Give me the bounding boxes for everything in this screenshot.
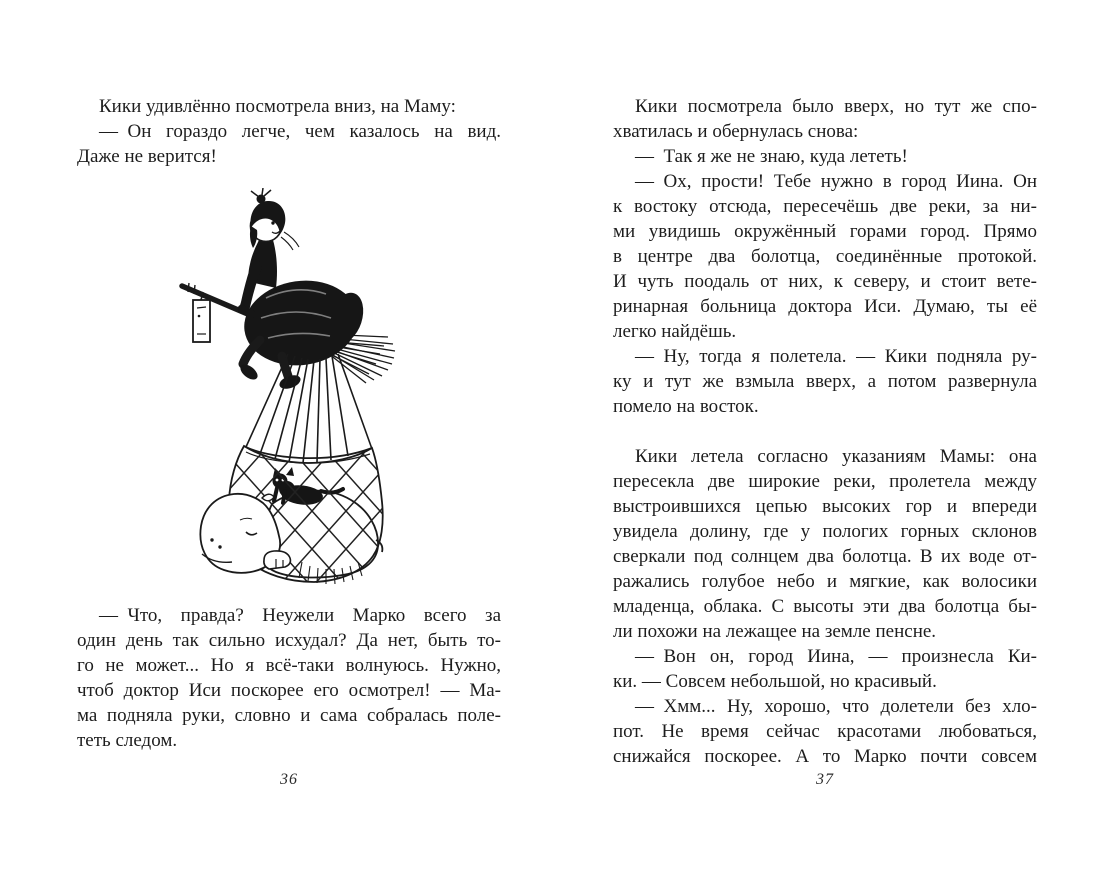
hippo-nostril [218,545,221,548]
text-line: ки. — Совсем небольшой, но красивый. [613,671,937,692]
text-line: один день так сильно исхудал? Да нет, быть то- [77,630,501,651]
text-line: — Хмм... Ну, хорошо, что долетели без хло- [635,696,1037,717]
text-line: Кики летела согласно указаниям Мамы: она [635,446,1037,467]
text-line: Кики удивлённо посмотрела вниз, на Маму: [99,96,456,117]
book-illustration [176,188,398,590]
paragraph [613,169,1037,344]
text-line: — Что, правда? Неужели Марко всего за [99,605,501,626]
text-line: теть следом. [77,730,178,751]
text-line: ражались голубое небо и мягкие, как волосики [613,571,1037,592]
text-line: к востоку отсюда, пересечёшь две реки, за ни- [613,196,1037,217]
text-line: младенца, облака. С высоты эти два болотца бы- [613,596,1037,617]
text-line: ма подняла руки, словно и сама собралась поле- [77,705,501,726]
text-line: — Ох, прости! Тебе нужно в город Иина. Он [635,171,1037,192]
text-line: — Так я же не знаю, куда лететь! [635,146,908,167]
paragraph [613,144,1037,169]
paragraph [77,119,501,169]
right-page-text [613,94,1037,769]
radio-icon [193,300,210,342]
text-line: го не может... Но я всё-таки волнуюсь. Нужно, [77,655,501,676]
paragraph [613,694,1037,769]
eye [271,221,274,224]
paragraph [613,344,1037,419]
paragraph [77,94,501,119]
hand [238,305,247,314]
net-ropes [246,354,372,463]
text-line: сверкали под солнцем два болотца. В их воде от- [613,546,1037,567]
text-line: помело на восток. [613,396,759,417]
text-line: увидела долину, где у пологих горных склонов [613,521,1037,542]
left-page-bottom-text [77,603,501,753]
paragraph [613,444,1037,644]
text-line: Кики посмотрела было вверх, но тут же спо- [635,96,1037,117]
text-line: Даже не верится! [77,146,217,167]
text-line: чтоб доктор Иси поскорее его осмотрел! — Ма- [77,680,501,701]
text-line: И чуть поодаль от них, к северу, и стоит вете- [613,271,1037,292]
text-line: ринарная больница доктора Иси. Думаю, ты её [613,296,1037,317]
text-line: — Вон он, город Иина, — произнесла Ки- [635,646,1037,667]
hair-wisp [281,232,299,250]
text-line: легко найдёшь. [613,321,737,342]
text-line: ми увидишь окружённый горами город. Прямо [613,221,1037,242]
text-line: выстроившихся цепью высоких гор и впереди [613,496,1037,517]
left-page-top-text [77,94,501,169]
page-number-left: 36 [280,771,298,788]
hand [247,310,256,319]
text-line: пот. Не время сейчас красотами любоваться, [613,721,1037,742]
hippo-nostril [210,538,213,541]
hippo-front-leg [264,551,291,569]
text-line: ку и тут же взмыла вверх, а потом развернула [613,371,1037,392]
text-line: снижайся поскорее. А то Марко почти совсем [613,746,1037,767]
text-line: пересекла две широкие реки, пролетела между [613,471,1037,492]
paragraph [77,603,501,753]
text-line: ли похожи на лежащее на земле пенсне. [613,621,937,642]
paragraph [613,644,1037,694]
text-line: в центре два болотца, соединённые протокой. [613,246,1037,267]
text-line: — Ну, тогда я полетела. — Кики подняла ру- [635,346,1037,367]
paragraph-gap [613,419,1037,444]
paragraph [613,94,1037,144]
text-line: — Он гораздо легче, чем казалось на вид. [99,121,501,142]
page-number-right: 37 [816,771,834,788]
text-line: хватилась и обернулась снова: [613,121,859,142]
